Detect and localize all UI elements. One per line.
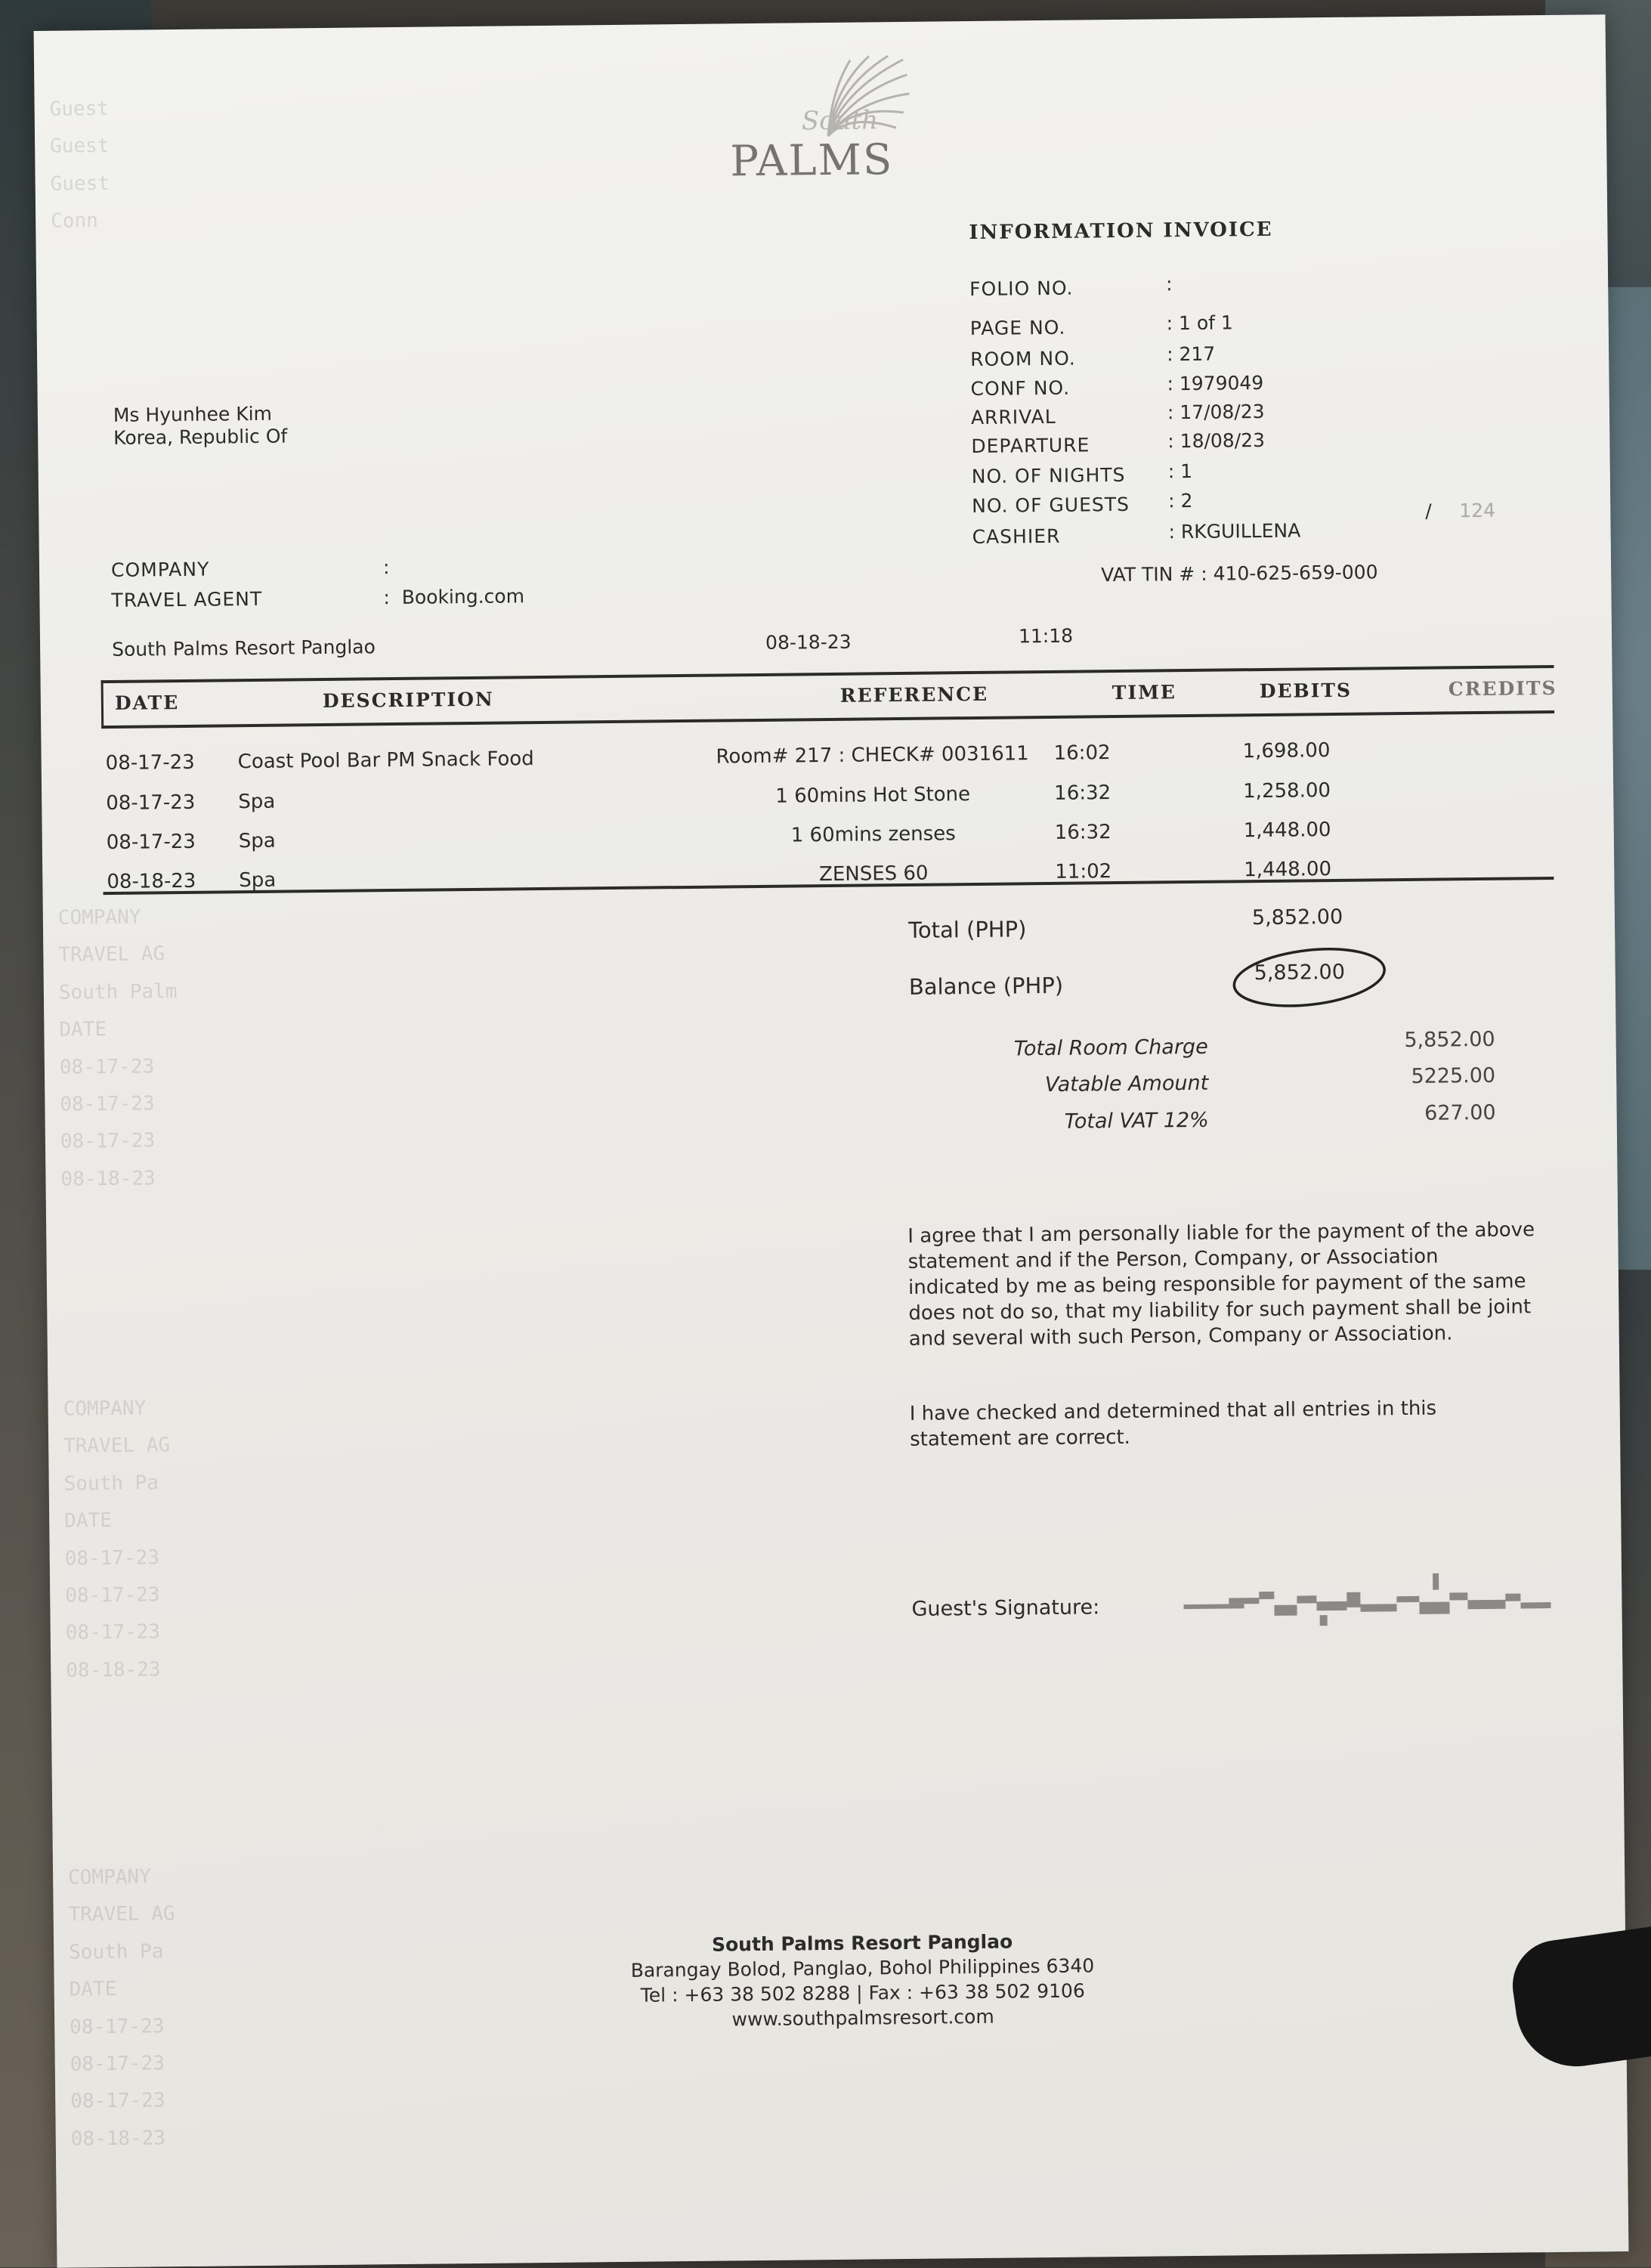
print-time: 11:18 bbox=[1018, 624, 1074, 648]
row-time: 11:02 bbox=[1055, 860, 1112, 883]
table-row bbox=[42, 816, 1554, 855]
col-description: DESCRIPTION bbox=[322, 688, 494, 713]
balance-value: 5,852.00 bbox=[1254, 960, 1346, 985]
row-debit: 1,258.00 bbox=[1243, 779, 1331, 803]
row-reference: Room# 217 : CHECK# 0031611 bbox=[716, 742, 1029, 769]
info-value: : RKGUILLENA bbox=[1168, 519, 1301, 543]
info-label: NO. OF NIGHTS bbox=[971, 463, 1126, 488]
row-debit: 1,448.00 bbox=[1243, 818, 1331, 843]
row-reference: 1 60mins zenses bbox=[790, 822, 956, 847]
total-value: 5,852.00 bbox=[1251, 905, 1343, 930]
invoice-heading: INFORMATION INVOICE bbox=[969, 218, 1273, 245]
info-value: : 1 bbox=[1167, 459, 1193, 483]
info-value: : 217 bbox=[1166, 342, 1216, 366]
info-value: : bbox=[1165, 273, 1173, 295]
guest-signature-pixelated bbox=[1183, 1572, 1562, 1629]
info-value: : 17/08/23 bbox=[1167, 400, 1265, 424]
liability-statement: I agree that I am personally liable for the payment of the above statement and if the Person, Company, or Association indicated by me as being responsible for payment of the same does not do so, that my liability for such payment shall be joint and several with such Person, Company or Association. bbox=[907, 1218, 1535, 1351]
col-reference: REFERENCE bbox=[839, 682, 989, 707]
row-description: Coast Pool Bar PM Snack Food bbox=[237, 747, 534, 774]
travel-agent-label: TRAVEL AGENT bbox=[111, 587, 263, 611]
total-label: Total (PHP) bbox=[907, 916, 1027, 943]
guest-country: Korea, Republic Of bbox=[113, 425, 288, 449]
balance-circle-mark bbox=[1226, 942, 1393, 1012]
property-name: South Palms Resort Panglao bbox=[111, 636, 376, 661]
row-time: 16:02 bbox=[1053, 741, 1111, 765]
table-row bbox=[42, 777, 1553, 815]
row-debit: 1,698.00 bbox=[1242, 739, 1331, 763]
summary-label: Vatable Amount bbox=[1044, 1071, 1209, 1097]
info-value: : 1979049 bbox=[1167, 371, 1264, 395]
summary-value: 627.00 bbox=[1424, 1100, 1496, 1125]
summary-value: 5225.00 bbox=[1411, 1063, 1496, 1088]
col-date: DATE bbox=[114, 692, 180, 714]
verification-statement: I have checked and determined that all entries in this statement are correct. bbox=[909, 1397, 1437, 1451]
info-value: : 2 bbox=[1168, 489, 1193, 512]
print-date: 08-18-23 bbox=[765, 630, 852, 654]
row-date: 08-17-23 bbox=[105, 750, 195, 775]
info-value: : 18/08/23 bbox=[1167, 429, 1266, 453]
row-description: Spa bbox=[239, 868, 277, 893]
row-description: Spa bbox=[238, 829, 276, 853]
company-value: : bbox=[382, 556, 390, 579]
info-label: CASHIER bbox=[972, 524, 1061, 549]
travel-agent-value: : Booking.com bbox=[383, 585, 525, 609]
row-debit: 1,448.00 bbox=[1244, 858, 1332, 882]
row-time: 16:32 bbox=[1054, 821, 1111, 844]
logo-script-text: South bbox=[801, 105, 879, 137]
cashier-number: 124 bbox=[1459, 499, 1496, 522]
show-through-text: COMPANY TRAVEL AG South Pa DATE 08-17-23 08-17-23 08-17-23 08-18-23 bbox=[67, 1865, 175, 2151]
info-label: NO. OF GUESTS bbox=[972, 493, 1130, 518]
row-time: 16:32 bbox=[1054, 781, 1111, 805]
info-label: ROOM NO. bbox=[970, 347, 1076, 371]
col-debits: DEBITS bbox=[1259, 679, 1353, 703]
show-through-text: COMPANY TRAVEL AG South Pa DATE 08-17-23 08-17-23 08-17-23 08-18-23 bbox=[63, 1397, 171, 1682]
info-label: FOLIO NO. bbox=[969, 277, 1074, 301]
summary-value: 5,852.00 bbox=[1404, 1027, 1495, 1053]
show-through-text: COMPANY TRAVEL AG South Palm DATE 08-17-23 08-17-23 08-17-23 08-18-23 bbox=[57, 905, 178, 1191]
footer-website: www.southpalmsresort.com bbox=[731, 2005, 994, 2031]
info-value: : 1 of 1 bbox=[1166, 311, 1234, 335]
show-through-text: Guest Guest Guest Conn bbox=[49, 97, 110, 233]
row-description: Spa bbox=[238, 790, 276, 814]
signature-label: Guest's Signature: bbox=[911, 1595, 1100, 1621]
footer bbox=[560, 1927, 1165, 2033]
col-credits: CREDITS bbox=[1448, 676, 1557, 701]
row-reference: 1 60mins Hot Stone bbox=[775, 783, 971, 808]
company-label: COMPANY bbox=[110, 558, 210, 581]
balance-label: Balance (PHP) bbox=[908, 972, 1064, 1000]
table-header bbox=[101, 665, 1555, 729]
footer-phone: Tel : +63 38 502 8288 | Fax : +63 38 502 9106 bbox=[640, 1979, 1085, 2007]
row-date: 08-18-23 bbox=[107, 869, 196, 894]
info-label: DEPARTURE bbox=[971, 434, 1090, 458]
col-time: TIME bbox=[1111, 681, 1176, 704]
row-reference: ZENSES 60 bbox=[818, 862, 929, 886]
info-label: PAGE NO. bbox=[969, 316, 1066, 340]
row-date: 08-17-23 bbox=[106, 791, 196, 815]
footer-name: South Palms Resort Panglao bbox=[711, 1930, 1013, 1956]
summary-label: Total VAT 12% bbox=[1064, 1108, 1209, 1134]
info-label: ARRIVAL bbox=[970, 405, 1056, 429]
table-row bbox=[42, 856, 1554, 894]
summary-label: Total Room Charge bbox=[1013, 1035, 1208, 1061]
table-row bbox=[42, 737, 1553, 775]
row-date: 08-17-23 bbox=[106, 830, 196, 855]
footer-address: Barangay Bolod, Panglao, Bohol Philippines 6340 bbox=[630, 1954, 1095, 1982]
invoice-paper bbox=[34, 14, 1629, 2268]
logo-wordmark: PALMS bbox=[730, 135, 894, 187]
guest-name: Ms Hyunhee Kim bbox=[113, 402, 273, 426]
vat-tin: VAT TIN # : 410-625-659-000 bbox=[1101, 561, 1378, 586]
cashier-suffix: / bbox=[1425, 500, 1432, 522]
info-label: CONF NO. bbox=[970, 376, 1071, 401]
